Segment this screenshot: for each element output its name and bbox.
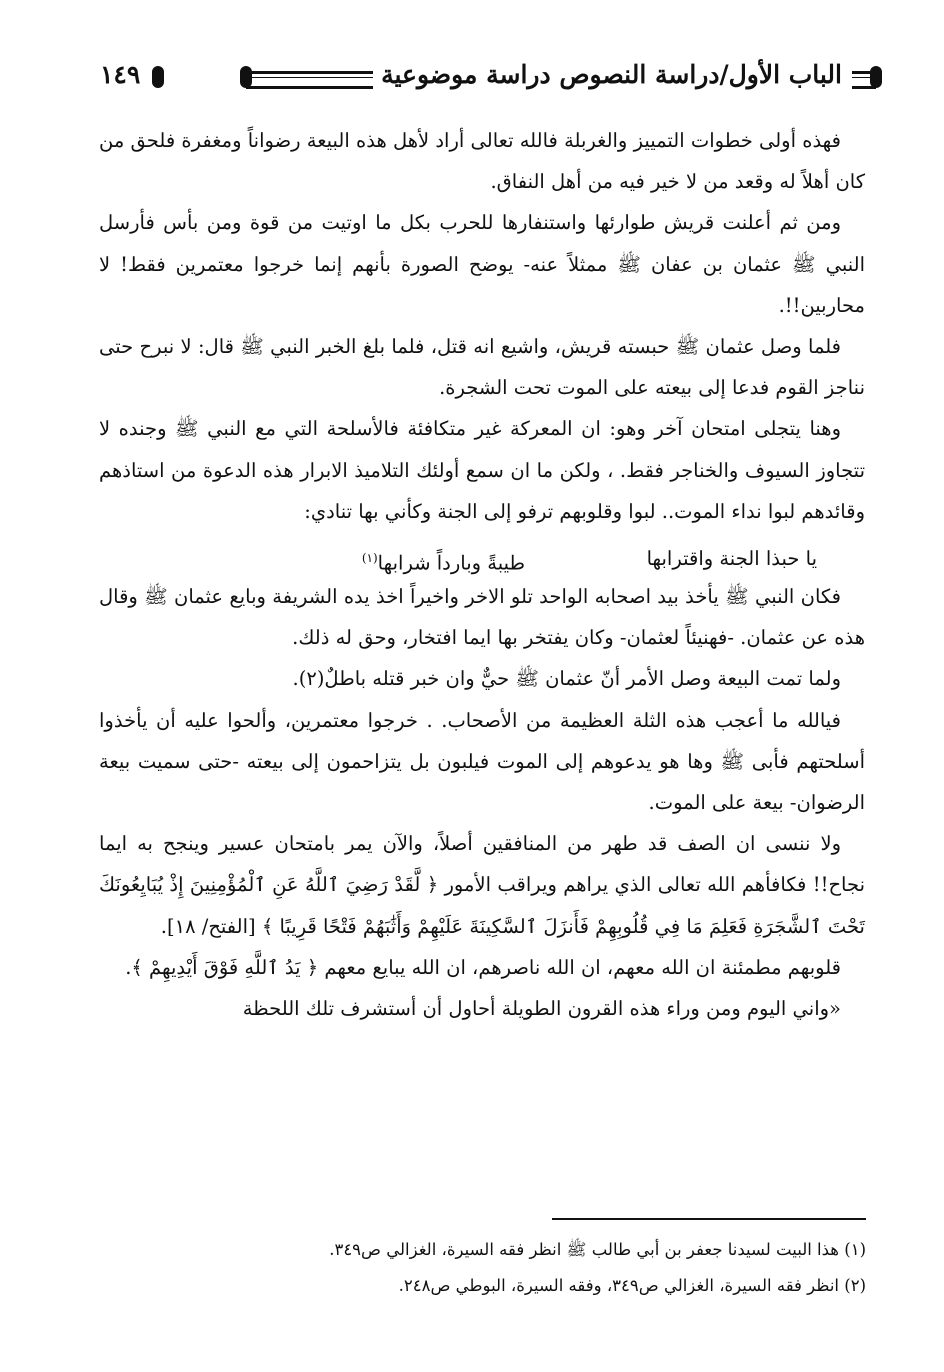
main-text — [99, 120, 865, 1029]
page-number: ١٤٩ — [96, 60, 144, 89]
paragraph: فلما وصل عثمان ﷺ حبسته قريش، واشيع انه قتل، فلما بلغ الخبر النبي ﷺ قال: لا نبرح حتى نناجز القوم فدعا إلى بيعته على الموت تحت الشجرة. — [99, 335, 865, 400]
footnote-marker: (١) — [361, 551, 378, 566]
footnote: (١) هذا البيت لسيدنا جعفر بن أبي طالب ﷺ انظر فقه السيرة، الغزالي ص٣٤٩. — [329, 1240, 866, 1259]
header-ornament-knot — [240, 66, 252, 88]
verse-hemistich-second: طيبةً وبارداً شرابها$^{(١)}$ — [361, 551, 525, 575]
paragraph: فيالله ما أعجب هذه الثلة العظيمة من الأصحاب. . خرجوا معتمرين، وألحوا عليه أن يأخذوا أسلحتهم فأبى ﷺ وها هو يدعوهم إلى الموت فيلبون بل يتزاحمون إلى بيعته -حتى سميت بيعة الرضوان- بيعة على الموت. — [99, 708, 865, 815]
verse-hemistich-first: يا حبذا الجنة واقترابها — [646, 547, 817, 571]
header-ornament-knot-left — [152, 66, 164, 88]
paragraph: فكان النبي ﷺ يأخذ بيد اصحابه الواحد تلو الاخر واخيراً اخذ يده الشريفة وبايع عثمان ﷺ وقال هذه عن عثمان. -فهنيئاً لعثمان- وكان يفتخر بها ايما افتخار، وحق له ذلك. — [99, 585, 865, 650]
header-ornament-knot-right — [870, 66, 882, 88]
footnote: (٢) انظر فقه السيرة، الغزالي ص٣٤٩، وفقه السيرة، البوطي ص٢٤٨. — [398, 1276, 866, 1295]
paragraph: وهنا يتجلى امتحان آخر وهو: ان المعركة غير متكافئة فالأسلحة التي مع النبي ﷺ وجنده لا تتجاوز السيوف والخناجر فقط. ، ولكن ما ان سمع أولئك التلاميذ الابرار هذه الدعوة من استاذهم وقائدهم لبوا نداء الموت.. لبوا وقلوبهم ترفو إلى الجنة وكأني بها تنادي: — [99, 417, 865, 523]
paragraph: ولا ننسى ان الصف قد طهر من المنافقين أصلاً، والآن يمر بامتحان عسير وينجح به ايما نجاح!! فكافأهم الله تعالى الذي يراهم ويراقب الأمور ﴿ لَّقَدْ رَضِيَ ٱللَّهُ عَنِ ٱلْمُؤْمِنِينَ إِذْ يُبَايِعُونَكَ تَحْتَ ٱلشَّجَرَةِ فَعَلِمَ مَا فِي قُلُوبِهِمْ فَأَنزَلَ ٱلسَّكِينَةَ عَلَيْهِمْ وَأَثَٰبَهُمْ فَتْحًا قَرِيبًا ﴾ [الفتح/ ١٨]. — [99, 832, 865, 938]
paragraph: ولما تمت البيعة وصل الأمر أنّ عثمان ﷺ حيٌّ وان خبر قتله باطلٌ(٢). — [292, 667, 841, 691]
paragraph: ومن ثم أعلنت قريش طوارئها واستنفارها للحرب بكل ما اوتيت من قوة ومن بأس فأرسل النبي ﷺ عثمان بن عفان ﷺ ممثلاً عنه- يوضح الصورة بأنهم إنما خرجوا معتمرين فقط! لا محاربين!!. — [99, 211, 865, 317]
poetry-verse — [99, 532, 865, 576]
running-header — [96, 58, 882, 98]
footnotes — [166, 1232, 866, 1304]
footnote-separator — [552, 1218, 866, 1220]
paragraph: فهذه أولى خطوات التمييز والغربلة فالله تعالى أراد لأهل هذه البيعة رضواناً ومغفرة فلحق من كان أهلاً له وقعد من لا خير فيه من أهل النفاق. — [99, 129, 865, 194]
paragraph: قلوبهم مطمئنة ان الله معهم، ان الله ناصرهم، ان الله يبايع معهم ﴿ يَدُ ٱللَّهِ فَوْقَ أَيْدِيهِمْ ﴾. — [125, 955, 841, 979]
chapter-title: الباب الأول/دراسة النصوص دراسة موضوعية — [373, 60, 850, 89]
paragraph: «واني اليوم ومن وراء هذه القرون الطويلة أحاول أن أستشرف تلك اللحظة — [242, 997, 841, 1021]
